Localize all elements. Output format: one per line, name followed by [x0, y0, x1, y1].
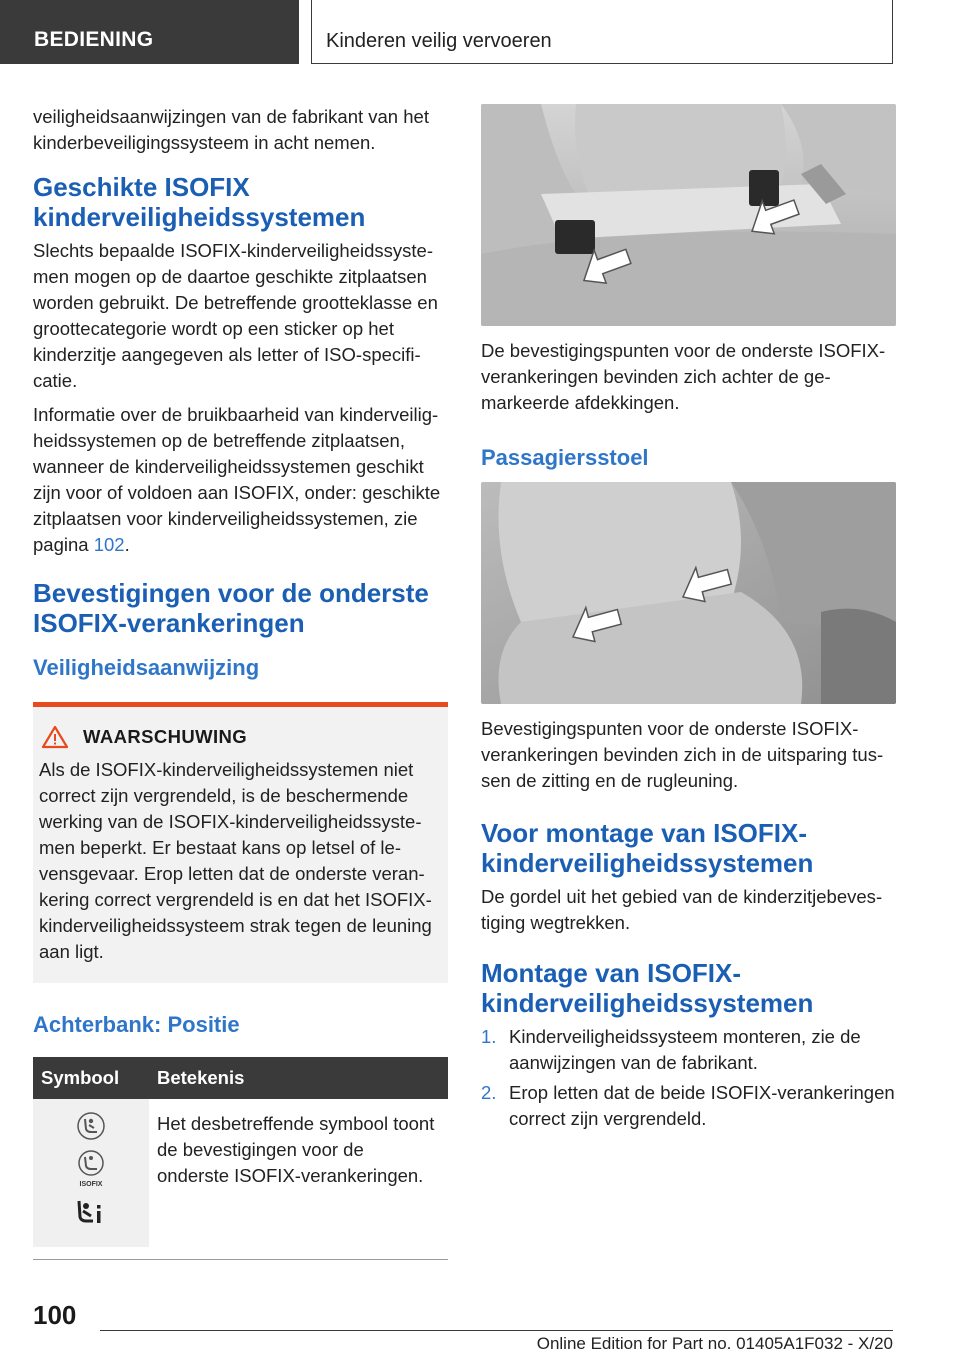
paragraph-geschikt-1: Slechts bepaalde ISOFIX-kinderveiligheidssystemen mogen op de daartoe geschikte zitplaatsen worden gebruikt. De betreffende grootteklasse en groottecategorie wordt op een sticker op het kinderzitje aangegeven als letter of ISO-specificatie.	[33, 240, 438, 391]
warning-triangle-icon	[41, 725, 69, 749]
child-seat-icon	[76, 1111, 106, 1141]
symbol-cell	[33, 1099, 149, 1247]
footer-edition: Online Edition for Part no. 01405A1F032 - X/20	[536, 1334, 893, 1353]
meaning-cell: Het desbetreffende symbool toont de bevestigingen voor de onderste ISOFIX-verankeringen.	[157, 1113, 435, 1186]
heading-voor-montage: Voor montage van ISOFIX-kinderveiligheidssystemen	[481, 818, 814, 878]
heading-bevestigingen: Bevestigingen voor de onderste ISOFIX-verankeringen	[33, 578, 429, 638]
table-bottom-rule	[33, 1247, 448, 1260]
page-link-102[interactable]: 102	[93, 534, 125, 555]
warning-box	[33, 702, 448, 983]
step-text: Erop letten dat de beide ISOFIX-verankeringen correct zijn vergrendeld.	[509, 1082, 895, 1129]
heading-achterbank: Achterbank: Positie	[33, 1012, 240, 1037]
page-number: 100	[33, 1300, 77, 1330]
heading-montage: Montage van ISOFIX-kinderveiligheidssystemen	[481, 958, 814, 1018]
warning-header	[39, 725, 436, 749]
passenger-seat-isofix-photo	[481, 482, 896, 704]
rear-seat-isofix-photo	[481, 104, 896, 326]
isofix-icon-label: ISOFIX	[79, 1181, 103, 1188]
paragraph-geschikt-2	[33, 402, 448, 558]
isofix-icon	[75, 1149, 107, 1189]
warning-text: Als de ISOFIX-kinderveiligheidssystemen niet correct zijn vergrendeld, is de beschermende werking van de ISOFIX-kinderveiligheidssystemen beperkt. Er bestaat kans op letsel of levensgevaar. Erop letten dat de onderste verankering correct vergrendeld is en dat het ISOFIX-kinderveiligheidssysteem strak tegen de leuning aan ligt.	[39, 759, 432, 962]
chapter-header	[311, 0, 893, 64]
warning-title: WAARSCHUWING	[83, 726, 248, 747]
section-label: BEDIENING	[34, 28, 154, 51]
col-symbol-header: Symbool	[33, 1057, 149, 1099]
table-row	[33, 1099, 448, 1247]
list-item	[481, 1024, 896, 1076]
step-number: 2.	[481, 1082, 497, 1103]
step-text: Kinderveiligheidssysteem monteren, zie de aanwijzingen van de fabrikant.	[509, 1026, 861, 1073]
montage-steps	[481, 1024, 896, 1132]
period: .	[124, 534, 130, 555]
section-tab	[0, 0, 299, 64]
footer-rule	[100, 1330, 893, 1331]
step-number: 1.	[481, 1026, 497, 1047]
heading-veiligheidsaanwijzing: Veiligheidsaanwijzing	[33, 655, 260, 680]
paragraph-geschikt-2-text: Informatie over de bruikbaarheid van kinderveiligheidssystemen op de betreffende zitplaatsen, wanneer de kinderveiligheidssystemen geschikt zijn voor of voldoen aan ISOFIX, onder: geschikte zitplaatsen voor kinderveiligheidssystemen, zie pagina	[33, 404, 441, 555]
child-seat-info-icon	[75, 1197, 107, 1229]
symbol-table	[33, 1057, 448, 1247]
col-meaning-header: Betekenis	[149, 1057, 448, 1099]
caption-rear-seat: De bevestigingspunten voor de onderste ISOFIX-verankeringen bevinden zich achter de gemarkeerde afdekkingen.	[481, 340, 886, 413]
left-column	[33, 104, 448, 1260]
intro-paragraph: veiligheidsaanwijzingen van de fabrikant van het kinderbeveiligingssysteem in acht nemen.	[33, 106, 429, 153]
heading-geschikte-isofix: Geschikte ISOFIX kinderveiligheidssystemen	[33, 172, 366, 232]
right-column	[481, 104, 896, 1136]
heading-passagiersstoel: Passagiersstoel	[481, 445, 649, 470]
list-item	[481, 1080, 896, 1132]
chapter-title: Kinderen veilig vervoeren	[326, 30, 552, 52]
caption-passenger-seat: Bevestigingspunten voor de onderste ISOFIX-verankeringen bevinden zich in de uitsparing tussen de zitting en de rugleuning.	[481, 718, 884, 791]
paragraph-voor-montage: De gordel uit het gebied van de kinderzitjebevestiging wegtrekken.	[481, 886, 883, 933]
